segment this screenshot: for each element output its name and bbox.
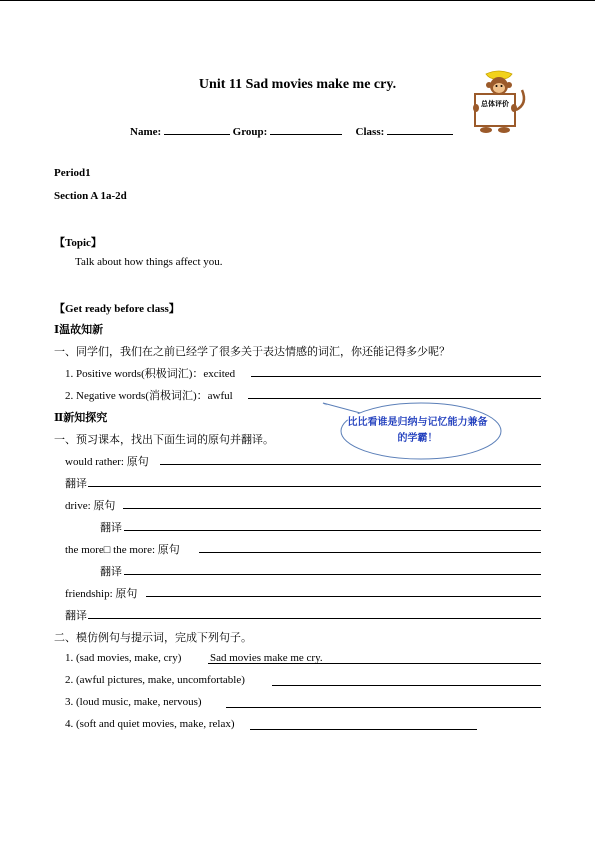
sentence-3-line[interactable] <box>226 707 541 708</box>
sentence-1-prompt: 1. (sad movies, make, cry) <box>65 652 182 664</box>
part1-heading: Ⅰ温故知新 <box>54 324 104 336</box>
sentence-2-prompt: 2. (awful pictures, make, uncomfortable) <box>65 674 245 686</box>
period-label: Period1 <box>54 167 91 179</box>
class-label: Class: <box>355 126 385 138</box>
word-friendship-line[interactable] <box>146 596 541 597</box>
word-the-more: the more□ the more: 原句 <box>65 544 180 556</box>
student-info-row <box>130 123 453 138</box>
class-field[interactable] <box>387 123 453 135</box>
word-friendship: friendship: 原句 <box>65 588 138 600</box>
word-the-more-line[interactable] <box>199 552 541 553</box>
topic-text: Talk about how things affect you. <box>75 256 223 268</box>
topic-heading: 【Topic】 <box>54 237 102 249</box>
trans-would-rather-line[interactable] <box>88 486 541 487</box>
name-field[interactable] <box>164 123 230 135</box>
trans-drive-line[interactable] <box>124 530 541 531</box>
sentence-4-line[interactable] <box>250 729 477 730</box>
trans-friendship-line[interactable] <box>88 618 541 619</box>
part2-question: 一、预习课本，找出下面生词的原句并翻译。 <box>54 434 274 446</box>
word-would-rather-line[interactable] <box>160 464 541 465</box>
monkey-badge-icon <box>468 70 530 136</box>
trans-the-more-line[interactable] <box>124 574 541 575</box>
group-field[interactable] <box>270 123 342 135</box>
page-title: Unit 11 Sad movies make me cry. <box>198 77 397 92</box>
trans-drive: 翻译 <box>100 522 122 534</box>
trans-would-rather: 翻译 <box>65 478 87 490</box>
part2-question2: 二、模仿例句与提示词，完成下列句子。 <box>54 632 252 644</box>
name-label: Name: <box>130 126 162 138</box>
page-top-border <box>0 0 595 1</box>
section-label: Section A 1a-2d <box>54 190 127 202</box>
prep-heading: 【Get ready before class】 <box>54 303 180 315</box>
trans-friendship: 翻译 <box>65 610 87 622</box>
sentence-1-answer: Sad movies make me cry. <box>210 652 323 664</box>
word-drive-line[interactable] <box>123 508 541 509</box>
trans-the-more: 翻译 <box>100 566 122 578</box>
sentence-3-prompt: 3. (loud music, make, nervous) <box>65 696 202 708</box>
bubble-text: 比比看谁是归纳与记忆能力兼备的学霸！ <box>347 417 488 444</box>
negative-words-label: 2. Negative words(消极词汇)：awful <box>65 390 233 402</box>
word-drive: drive: 原句 <box>65 500 116 512</box>
sentence-4-prompt: 4. (soft and quiet movies, make, relax) <box>65 718 235 730</box>
group-label: Group: <box>232 126 268 138</box>
sentence-2-line[interactable] <box>272 685 541 686</box>
part1-question: 一、同学们，我们在之前已经学了很多关于表达情感的词汇，你还能记得多少呢？ <box>54 346 450 358</box>
word-would-rather: would rather: 原句 <box>65 456 149 468</box>
badge-text: 总体评价 <box>481 100 509 108</box>
positive-words-label: 1. Positive words(积极词汇)：excited <box>65 368 236 380</box>
part2-heading: Ⅱ新知探究 <box>54 412 108 424</box>
positive-words-line[interactable] <box>251 376 541 377</box>
sentence-1-line[interactable] <box>208 663 541 664</box>
negative-words-line[interactable] <box>248 398 541 399</box>
